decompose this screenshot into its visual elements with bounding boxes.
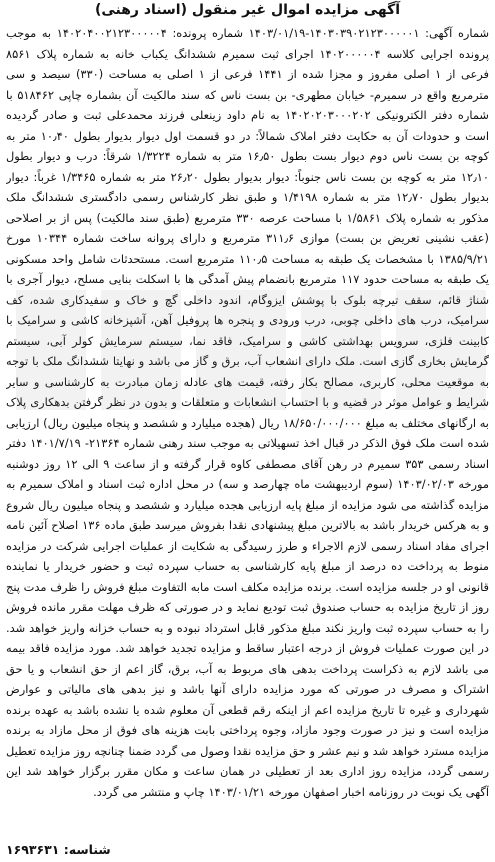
notice-id: شناسه: ۱۶۹۳۶۳۱ xyxy=(6,842,117,858)
notice-body: شماره آگهی: ۱۴۰۳۰۳۹۰۲۱۲۳۰۰۰۰۰۱-۱۴۰۳/۰۱/۱۹ شماره پرونده: ۱۴۰۲۰۴۰۰۲۱۲۳۰۰۰۰۰۴ به موجب پرونده اجرایی کلاسه ۱۴۰۲۰۰۰۰۰۴ اجرای ثبت سمیرم ششدانگ یکباب خانه به شماره پلاک ۸۵۶۱ فرعی از ۱ اصلی مفروز و مجزا شده از ۱۴۴۱ فرعی از ۱ اصلی به مساحت (۳۳۰) سیصد و سی مترمربع واقع در سمیرم- خیابان مطهری- بن بست ناس که سند مالکیت آن بشماره چاپی ۵۱۸۴۶۲ با شماره دفتر الکترونیکی ۱۴۰۲۰۲۰۳۰۰۰۲۰۲ به نام داود زینعلی فرزند محمدعلی ثبت و صادر گردیده است و حدودات آن به حکایت دفتر املاک شمالاً: در دو قسمت اول دیوار بدیوار بطول ۱۰٫۴۰ متر به کوچه بن بست ناس دوم دیوار بست بطول ۱۶٫۵۰ متر به شماره ۱/۳۲۲۴ شرقاً: درب و دیوار بطول ۱۲٫۱۰ متر به کوچه بن بست ناس جنوباً: دیوار بدیوار بطول ۲۶٫۲۰ متر به شماره ۱/۳۴۶۵ غرباً: دیوار بدیوار بطول ۱۲٫۷۰ متر به شماره ۱/۴۱۹۸ و طبق نظر کارشناس رسمی دادگستری ششدانگ ملک مذکور به شماره پلاک ۱/۵۸۶۱ با مساحت عرصه ۳۳۰ مترمربع (طبق سند مالکیت) پس از بر اصلاحی (عقب نشینی تعریض بن بست) موازی ۳۱۱٫۶ مترمربع و دارای پروانه ساخت شماره ۱۰۳۴۴ مورخ ۱۳۸۵/۹/۲۱ با مشخصات یک طبقه به مساحت ۱۱۰٫۵ مترمربع است. مستحدثات شامل واحد مسکونی یک طبقه به مساحت حدود ۱۱۷ مترمربع بانضمام پیش آمدگی ها با اسکلت بنایی مسلح، دیوار آجری با شناژ قائم، سقف تیرچه بلوک با پوشش ایزوگام، اندود داخلی گچ و خاک و سفیدکاری شده، کف سرامیک، درب های داخلی چوبی، درب ورودی و پنجره ها پروفیل آهن، آشپزخانه کاشی و سرامیک با کابینت فلزی، سرویس بهداشتی کاشی و سرامیک، فاقد نما، سیستم سرمایش کولر آبی، سیستم گرمایش بخاری گازی است. ملک دارای انشعاب آب، برق و گاز می باشد و نهایتا ششدانگ ملک با توجه به موقعیت محلی، کاربری، مصالح بکار رفته، قیمت های عادله زمان مبادرت به کارشناسی و سایر شرایط و عوامل موثر در قضیه و با احتساب انشعابات و متعلقات و بدون در نظر گرفتن بدهکاری پلاک به ارگانهای مختلف به مبلغ ۱۸/۶۵۰/۰۰۰/۰۰۰ ریال (هجده میلیارد و ششصد و پنجاه میلیون ریال) ارزیابی شده است ملک فوق الذکر در قبال اخذ تسهیلاتی به موجب سند رهنی شماره ۲۱۳۶۴- ۱۴۰۱/۷/۱۹ دفتر اسناد رسمی ۳۵۳ سمیرم در رهن آقای مصطفی کاوه قرار گرفته و از ساعت ۹ الی ۱۲ روز دوشنبه مورخه ۱۴۰۳/۰۲/۰۳ (سوم اردیبهشت ماه چهارصد و سه) در محل اداره ثبت اسناد و املاک سمیرم به مزایده گذاشته می شود مزایده از مبلغ پایه ارزیابی هجده میلیارد و ششصد و پنجاه میلیون ریال شروع و به هرکس خریدار باشد به بالاترین مبلغ پیشنهادی نقدا بفروش میرسد طبق ماده ۱۳۶ اصلاح آئین نامه اجرای مفاد اسناد رسمی لازم الاجراء و طرز رسیدگی به شکایت از عملیات اجرایی شرکت در مزایده منوط به پرداخت ده درصد از مبلغ پایه کارشناسی به حساب سپرده ثبت و حضور خریدار یا نماینده قانونی او در جلسه مزایده است. برنده مزایده مکلف است مابه التفاوت مبلغ فروش را ظرف مدت پنج روز از تاریخ مزایده به حساب صندوق ثبت تودیع نماید و در صورتی که ظرف مهلت مقرر مانده فروش را به حساب سپرده ثبت واریز نکند مبلغ مذکور قابل استرداد نبوده و به حساب خزانه واریز خواهد شد. در این صورت عملیات فروش از درجه اعتبار ساقط و مزایده تجدید خواهد شد. مورد مزایده فاقد بیمه می باشد لازم به ذکراست پرداخت بدهی های مربوط به آب، برق، گاز اعم از حق انشعاب و یا حق اشتراک و مصرف در صورتی که مورد مزایده دارای آنها باشد و نیز بدهی های مالیاتی و عوارض شهرداری و غیره تا تاریخ مزایده اعم از اینکه رقم قطعی آن معلوم شده یا نشده باشد به عهده برنده مزایده است و نیز در صورت وجود مازاد، وجوه پرداختی بابت هزینه های فوق از محل مازاد به برنده مزایده مسترد خواهد شد و نیم عشر و حق مزایده نقدا وصول می گردد ضمنا چنانچه روز مزایده تعطیل رسمی گردد، مزایده روز اداری بعد از تعطیلی در همان ساعت و مکان مقرر برگزار خواهد شد این آگهی یک نوبت در روزنامه اخبار اصفهان مورخه ۱۴۰۳/۰۱/۲۱ چاپ و منتشر می گردد. xyxy=(6,26,489,799)
auction-notice xyxy=(6,0,489,862)
notice-title: آگهی مزایده اموال غیر منقول (اسناد رهنی) xyxy=(94,2,401,18)
